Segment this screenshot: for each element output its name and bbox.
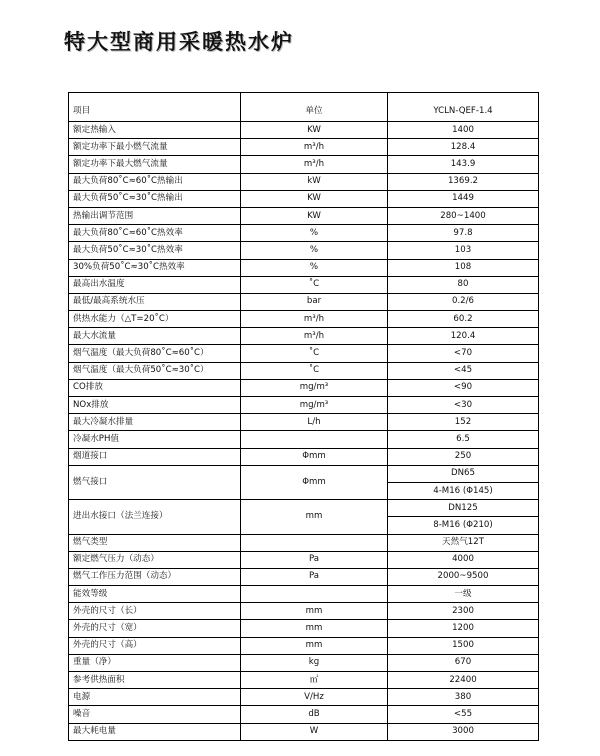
cell-item: 外壳的尺寸（高） bbox=[69, 637, 241, 654]
table-row bbox=[69, 139, 539, 156]
cell-value: DN125 bbox=[388, 500, 539, 517]
cell-value: 120.4 bbox=[388, 328, 539, 345]
cell-unit: ˚C bbox=[241, 345, 388, 362]
table-row bbox=[69, 362, 539, 379]
cell-value: 143.9 bbox=[388, 156, 539, 173]
cell-item: CO排放 bbox=[69, 379, 241, 396]
cell-value: 2300 bbox=[388, 603, 539, 620]
cell-item: 外壳的尺寸（宽） bbox=[69, 620, 241, 637]
table-row bbox=[69, 637, 539, 654]
cell-item: 进出水接口（法兰连接） bbox=[69, 500, 241, 534]
table-row bbox=[69, 431, 539, 448]
cell-value: 22400 bbox=[388, 672, 539, 689]
table-row bbox=[69, 551, 539, 568]
table-row bbox=[69, 414, 539, 431]
cell-value: 8-M16 (Φ210) bbox=[388, 517, 539, 534]
cell-unit: ˚C bbox=[241, 276, 388, 293]
cell-item: 最大耗电量 bbox=[69, 723, 241, 740]
table-row bbox=[69, 689, 539, 706]
table-row bbox=[69, 397, 539, 414]
cell-item: 烟气温度（最大负荷50˚C≈30˚C） bbox=[69, 362, 241, 379]
cell-unit: mm bbox=[241, 637, 388, 654]
cell-unit bbox=[241, 534, 388, 551]
table-row bbox=[69, 706, 539, 723]
cell-item: NOx排放 bbox=[69, 397, 241, 414]
cell-item: 最大负荷80˚C≈60˚C热效率 bbox=[69, 225, 241, 242]
cell-item: 烟道接口 bbox=[69, 448, 241, 465]
cell-value: <70 bbox=[388, 345, 539, 362]
cell-value: 60.2 bbox=[388, 311, 539, 328]
cell-unit: dB bbox=[241, 706, 388, 723]
table-row bbox=[69, 654, 539, 671]
cell-value: 128.4 bbox=[388, 139, 539, 156]
cell-value: 4000 bbox=[388, 551, 539, 568]
table-row bbox=[69, 345, 539, 362]
spec-table bbox=[68, 92, 539, 741]
table-row bbox=[69, 534, 539, 551]
table-row bbox=[69, 586, 539, 603]
cell-item: 燃气类型 bbox=[69, 534, 241, 551]
cell-value: 250 bbox=[388, 448, 539, 465]
table-row bbox=[69, 379, 539, 396]
cell-unit: mg/m³ bbox=[241, 379, 388, 396]
cell-unit: % bbox=[241, 259, 388, 276]
page-title: 特大型商用采暖热水炉 bbox=[64, 29, 294, 54]
cell-value: 1200 bbox=[388, 620, 539, 637]
cell-item: 冷凝水PH值 bbox=[69, 431, 241, 448]
table-row bbox=[69, 500, 539, 517]
cell-item: 热输出调节范围 bbox=[69, 207, 241, 224]
table-header-row bbox=[69, 93, 539, 122]
cell-value: 1449 bbox=[388, 190, 539, 207]
cell-unit: Pa bbox=[241, 568, 388, 585]
cell-unit: ˚C bbox=[241, 362, 388, 379]
cell-item: 最高出水温度 bbox=[69, 276, 241, 293]
table-row bbox=[69, 465, 539, 482]
cell-unit: KW bbox=[241, 190, 388, 207]
cell-unit: % bbox=[241, 242, 388, 259]
cell-item: 电源 bbox=[69, 689, 241, 706]
cell-unit: bar bbox=[241, 293, 388, 310]
cell-unit: m³/h bbox=[241, 328, 388, 345]
header-unit: 单位 bbox=[241, 93, 388, 122]
cell-unit bbox=[241, 586, 388, 603]
table-row bbox=[69, 672, 539, 689]
table-row bbox=[69, 620, 539, 637]
cell-unit: KW bbox=[241, 207, 388, 224]
table-row bbox=[69, 190, 539, 207]
cell-item: 燃气工作压力范围（动态） bbox=[69, 568, 241, 585]
cell-unit: W bbox=[241, 723, 388, 740]
cell-unit: Pa bbox=[241, 551, 388, 568]
cell-item: 最大负荷50˚C≈30˚C热输出 bbox=[69, 190, 241, 207]
cell-item: 最大负荷80˚C≈60˚C热输出 bbox=[69, 173, 241, 190]
cell-item: 额定燃气压力（动态） bbox=[69, 551, 241, 568]
cell-unit: m³/h bbox=[241, 139, 388, 156]
cell-unit: Φmm bbox=[241, 465, 388, 499]
cell-value: 1500 bbox=[388, 637, 539, 654]
cell-value: 一级 bbox=[388, 586, 539, 603]
table-row bbox=[69, 568, 539, 585]
cell-value: 3000 bbox=[388, 723, 539, 740]
table-row bbox=[69, 448, 539, 465]
cell-item: 重量（净） bbox=[69, 654, 241, 671]
cell-value: 380 bbox=[388, 689, 539, 706]
table-row bbox=[69, 173, 539, 190]
cell-unit: mg/m³ bbox=[241, 397, 388, 414]
header-item: 项目 bbox=[69, 93, 241, 122]
cell-unit: Φmm bbox=[241, 448, 388, 465]
cell-value: 152 bbox=[388, 414, 539, 431]
table-row bbox=[69, 723, 539, 740]
cell-item: 最低/最高系统水压 bbox=[69, 293, 241, 310]
cell-value: 103 bbox=[388, 242, 539, 259]
cell-item: 燃气接口 bbox=[69, 465, 241, 499]
cell-value: 108 bbox=[388, 259, 539, 276]
cell-value: <45 bbox=[388, 362, 539, 379]
cell-unit: kW bbox=[241, 173, 388, 190]
cell-value: DN65 bbox=[388, 465, 539, 482]
cell-unit: V/Hz bbox=[241, 689, 388, 706]
cell-unit: % bbox=[241, 225, 388, 242]
cell-value: 670 bbox=[388, 654, 539, 671]
cell-unit: mm bbox=[241, 500, 388, 534]
cell-unit: KW bbox=[241, 122, 388, 139]
cell-unit: ㎡ bbox=[241, 672, 388, 689]
table-row bbox=[69, 603, 539, 620]
table-row bbox=[69, 328, 539, 345]
cell-item: 外壳的尺寸（长） bbox=[69, 603, 241, 620]
table-row bbox=[69, 242, 539, 259]
cell-unit: mm bbox=[241, 620, 388, 637]
table-row bbox=[69, 225, 539, 242]
cell-item: 噪音 bbox=[69, 706, 241, 723]
cell-value: 80 bbox=[388, 276, 539, 293]
cell-item: 额定热输入 bbox=[69, 122, 241, 139]
cell-unit bbox=[241, 431, 388, 448]
cell-unit: mm bbox=[241, 603, 388, 620]
cell-unit: m³/h bbox=[241, 311, 388, 328]
cell-item: 额定功率下最大燃气流量 bbox=[69, 156, 241, 173]
cell-value: 1400 bbox=[388, 122, 539, 139]
cell-value: 0.2/6 bbox=[388, 293, 539, 310]
cell-item: 最大水流量 bbox=[69, 328, 241, 345]
cell-value: <30 bbox=[388, 397, 539, 414]
cell-item: 供热水能力（△T=20˚C） bbox=[69, 311, 241, 328]
cell-item: 最大负荷50˚C≈30˚C热效率 bbox=[69, 242, 241, 259]
cell-item: 最大冷凝水排量 bbox=[69, 414, 241, 431]
cell-value: 6.5 bbox=[388, 431, 539, 448]
cell-item: 额定功率下最小燃气流量 bbox=[69, 139, 241, 156]
cell-value: 97.8 bbox=[388, 225, 539, 242]
cell-item: 参考供热面积 bbox=[69, 672, 241, 689]
table-row bbox=[69, 259, 539, 276]
cell-value: 天然气12T bbox=[388, 534, 539, 551]
table-row bbox=[69, 276, 539, 293]
cell-item: 能效等级 bbox=[69, 586, 241, 603]
cell-value: 1369.2 bbox=[388, 173, 539, 190]
table-row bbox=[69, 122, 539, 139]
cell-value: <90 bbox=[388, 379, 539, 396]
cell-unit: m³/h bbox=[241, 156, 388, 173]
table-row bbox=[69, 156, 539, 173]
cell-unit: kg bbox=[241, 654, 388, 671]
cell-value: 2000~9500 bbox=[388, 568, 539, 585]
cell-item: 30%负荷50˚C≈30˚C热效率 bbox=[69, 259, 241, 276]
table-row bbox=[69, 293, 539, 310]
cell-value: 280~1400 bbox=[388, 207, 539, 224]
cell-item: 烟气温度（最大负荷80˚C≈60˚C） bbox=[69, 345, 241, 362]
cell-value: <55 bbox=[388, 706, 539, 723]
cell-unit: L/h bbox=[241, 414, 388, 431]
header-value: YCLN-QEF-1.4 bbox=[388, 93, 539, 122]
table-row bbox=[69, 311, 539, 328]
table-row bbox=[69, 207, 539, 224]
cell-value: 4-M16 (Φ145) bbox=[388, 482, 539, 499]
